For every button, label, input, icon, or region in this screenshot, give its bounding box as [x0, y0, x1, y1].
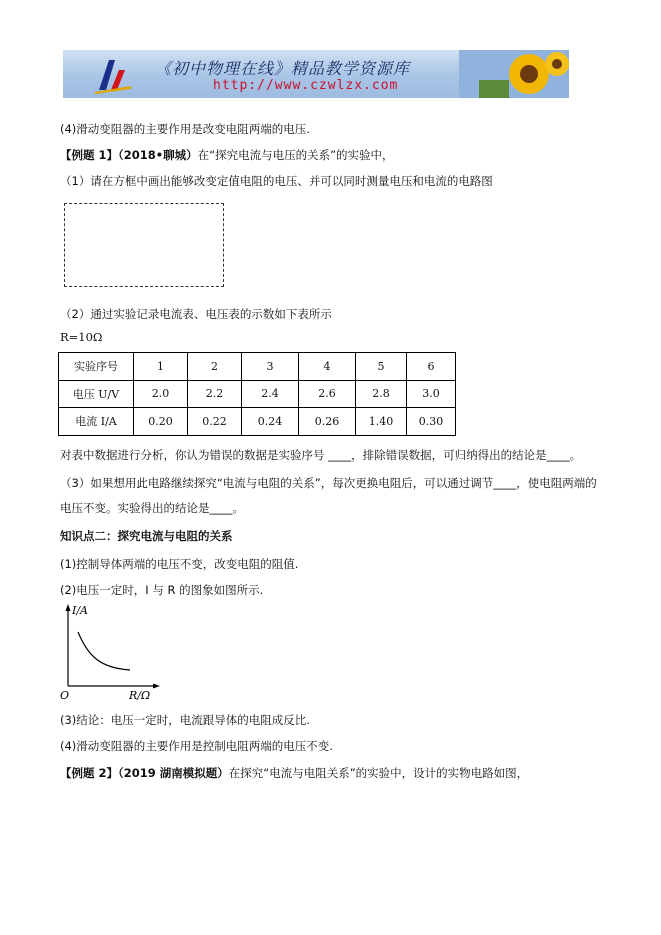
table-cell: 6 [407, 353, 456, 381]
table-cell: 实验序号 [59, 353, 134, 381]
paragraph-l1: (4)滑动变阻器的主要作用是改变电阻两端的电压. [60, 122, 310, 136]
table-cell: 4 [299, 353, 356, 381]
y-axis-arrow-icon [66, 604, 71, 611]
table-cell: 2.0 [134, 380, 188, 408]
table-cell: 0.26 [299, 408, 356, 436]
header-banner [63, 50, 569, 98]
analysis-question: 对表中数据进行分析，你认为错误的数据是实验序号 ____，排除错误数据，可归纳得出的结论是____。 [60, 448, 582, 462]
paragraph-p4: (4)滑动变阻器的主要作用是控制电阻两端的电压不变. [60, 739, 333, 753]
table-cell: 1.40 [356, 408, 407, 436]
example-1-text: 在“探究电流与电压的关系”的实验中， [197, 148, 394, 162]
example-2-tag: 【例题 2】（2019 湖南模拟题） [60, 766, 229, 780]
table-cell: 3 [242, 353, 299, 381]
table-cell: 2.8 [356, 380, 407, 408]
site-logo-icon [93, 56, 133, 94]
table-cell: 电流 I/A [59, 408, 134, 436]
question-3-line-1: （3）如果想用此电路继续探究“电流与电阻的关系”，每次更换电阻后，可以通过调节____，使电阻两端的 [60, 476, 597, 490]
knowledge-point-2-heading: 知识点二：探究电流与电阻的关系 [60, 529, 233, 543]
table-cell: 2 [188, 353, 242, 381]
example-2-text: 在探究“电流与电阻关系”的实验中，设计的实物电路如图， [228, 766, 529, 780]
paragraph-p1: (1)控制导体两端的电压不变，改变电阻的阻值. [60, 557, 299, 571]
table-cell: 0.24 [242, 408, 299, 436]
table-cell: 2.2 [188, 380, 242, 408]
table-row [59, 353, 456, 381]
example-1-tag: 【例题 1】（2018•聊城） [60, 148, 198, 162]
circuit-drawing-box [64, 203, 224, 287]
data-table [58, 352, 456, 436]
resistance-label: R=10Ω [60, 330, 103, 344]
i-r-graph [56, 602, 166, 702]
table-cell: 5 [356, 353, 407, 381]
example-2-heading [60, 765, 528, 781]
table-cell: 0.20 [134, 408, 188, 436]
example-1-heading [60, 147, 394, 163]
table-row [59, 380, 456, 408]
table-cell: 0.22 [188, 408, 242, 436]
origin-label: O [60, 689, 70, 702]
paragraph-p2: (2)电压一定时，I 与 R 的图象如图所示. [60, 583, 264, 597]
paragraph-p3: (3)结论：电压一定时，电流跟导体的电阻成反比. [60, 713, 310, 727]
table-cell: 电压 U/V [59, 380, 134, 408]
table-cell: 0.30 [407, 408, 456, 436]
table-cell: 2.4 [242, 380, 299, 408]
table-cell: 1 [134, 353, 188, 381]
inverse-curve [78, 632, 130, 670]
table-row [59, 408, 456, 436]
banner-url: http://www.czwlzx.com [213, 78, 399, 93]
table-cell: 2.6 [299, 380, 356, 408]
table-cell: 3.0 [407, 380, 456, 408]
x-axis-label: R/Ω [129, 689, 151, 702]
question-1: （1）请在方框中画出能够改变定值电阻的电压、并可以同时测量电压和电流的电路图 [60, 174, 493, 188]
x-axis-arrow-icon [153, 684, 160, 689]
question-2: （2）通过实验记录电流表、电压表的示数如下表所示 [60, 307, 332, 321]
question-3-line-2: 电压不变。实验得出的结论是____。 [60, 501, 244, 515]
sunflower-icon [459, 50, 569, 98]
y-axis-label: I/A [72, 604, 88, 617]
banner-title: 《初中物理在线》精品教学资源库 [155, 59, 411, 78]
